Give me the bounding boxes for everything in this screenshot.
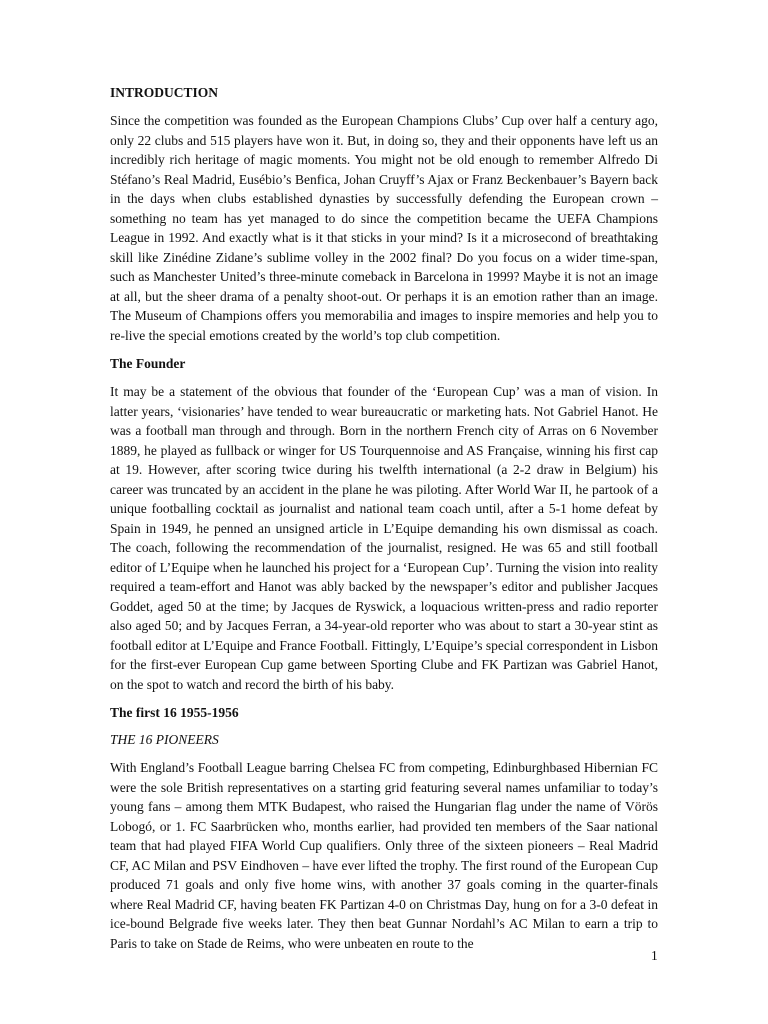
page-number: 1 <box>651 948 658 963</box>
first16-paragraph: With England’s Football League barring Chelsea FC from competing, Edinburghbased Hibernian FC were the sole British representatives on a starting grid featuring several names unfamiliar to today’s young fans – among them MTK Budapest, who raised the Hungarian flag under the name of Vörös Lobogó, or 1. FC Saarbrücken who, months earlier, had provided ten members of the Saar national team that had played FIFA World Cup qualifiers. Only three of the sixteen pioneers – Real Madrid CF, AC Milan and PSV Eindhoven – have ever lifted the trophy. The first round of the European Cup produced 71 goals and only five home wins, with another 37 goals coming in the quarter-finals where Real Madrid CF, having beaten FK Partizan 4-0 on Christmas Day, hung on for a 3-0 defeat in ice-bound Belgrade five weeks later. They then beat Gunnar Nordahl’s AC Milan to earn a trip to Paris to take on Stade de Reims, who were unbeaten en route to the <box>110 760 658 951</box>
introduction-heading: INTRODUCTION <box>110 85 219 100</box>
founder-heading: The Founder <box>110 356 186 371</box>
founder-paragraph: It may be a statement of the obvious that founder of the ‘European Cup’ was a man of vision. In latter years, ‘visionaries’ have tended to wear bureaucratic or marketing hats. Not Gabriel Hanot. He was a football man through and through. Born in the northern French city of Arras on 6 November 1889, he played as fullback or winger for US Tourquennoise and AS Française, winning his first cap at 19. However, after scoring twice during his twelfth international (a 2-2 draw in Belgium) his career was truncated by an accident in the plane he was piloting. After World War II, he partook of a unique footballing cocktail as journalist and national team coach until, after a 5-1 home defeat by Spain in 1949, he penned an unsigned article in L’Equipe demanding his own dismissal as coach. The coach, following the recommendation of the journalist, resigned. He was 65 and still football editor of L’Equipe when he launched his project for a ‘European Cup’. Turning the vision into reality required a team-effort and Hanot was ably backed by the newspaper’s editor and publisher Jacques Goddet, aged 50 at the time; by Jacques de Ryswick, a loquacious written-press and radio reporter also aged 50; and by Jacques Ferran, a 34-year-old reporter who was about to start a 30-year stint as football editor at L’Equipe and France Football. Fittingly, L’Equipe’s special correspondent in Lisbon for the first-ever European Cup game between Sporting Clube and FK Partizan was Gabriel Hanot, on the spot to watch and record the birth of his baby. <box>110 384 658 692</box>
introduction-paragraph: Since the competition was founded as the European Champions Clubs’ Cup over half a century ago, only 22 clubs and 515 players have won it. But, in doing so, they and their opponents have left us an incredibly rich heritage of magic moments. You might not be old enough to remember Alfredo Di Stéfano’s Real Madrid, Eusébio’s Benfica, Johan Cruyff’s Ajax or Franz Beckenbauer’s Bayern back in the days when clubs established dynasties by successfully defending the European crown – something no team has yet managed to do since the competition became the UEFA Champions League in 1992. And exactly what is it that sticks in your mind? Is it a microsecond of breathtaking skill like Zinédine Zidane’s sublime volley in the 2002 final? Do you focus on a wider time-span, such as Manchester United’s three-minute comeback in Barcelona in 1999? Maybe it is not an image at all, but the sheer drama of a penalty shoot-out. Or perhaps it is an emotion rather than an image. The Museum of Champions offers you memorabilia and images to inspire memories and help you to re-live the special emotions created by the world’s top club competition. <box>110 113 658 343</box>
first16-heading: The first 16 1955-1956 <box>110 705 239 720</box>
document-page <box>110 84 658 963</box>
pioneers-subheading: THE 16 PIONEERS <box>110 732 219 747</box>
